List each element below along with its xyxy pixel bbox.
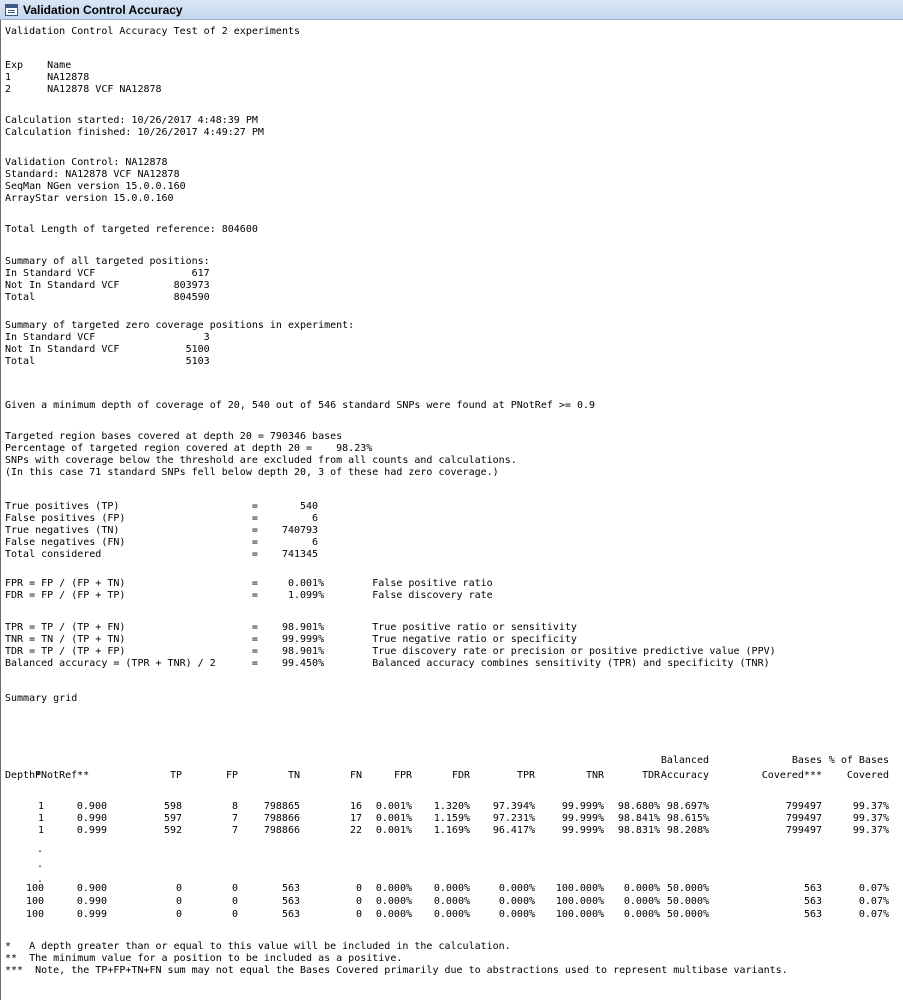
footnote: * A depth greater than or equal to this value will be included in the calculation. <box>5 941 511 952</box>
grid-column-header: Depth* <box>5 770 42 781</box>
count-line: False positives (FP) = 6 <box>5 513 319 524</box>
grid-cell: 1.320% <box>433 801 470 812</box>
grid-cell: 98.680% <box>617 801 660 812</box>
grid-cell: 0.000% <box>375 896 412 907</box>
grid-column-header: Accuracy <box>660 770 709 781</box>
grid-cell: 50.000% <box>666 883 709 894</box>
grid-column-header: TN <box>287 770 300 781</box>
window-titlebar <box>0 0 903 20</box>
rate-line: TPR = TP / (TP + FN) = 98.901% True positive ratio or sensitivity <box>5 622 577 633</box>
rate-line: FDR = FP / (FP + TP) = 1.099% False discovery rate <box>5 590 493 601</box>
summary-all-title: Summary of all targeted positions: <box>5 256 210 267</box>
grid-cell: 100 <box>25 909 44 920</box>
standard: Standard: NA12878 VCF NA12878 <box>5 169 180 180</box>
grid-cell: 22 <box>349 825 362 836</box>
validation-control: Validation Control: NA12878 <box>5 157 168 168</box>
grid-cell: 100.000% <box>555 909 604 920</box>
grid-cell: 50.000% <box>666 896 709 907</box>
grid-cell: 100.000% <box>555 883 604 894</box>
experiment-row: 1 NA12878 <box>5 72 90 83</box>
total-length: Total Length of targeted reference: 804600 <box>5 224 258 235</box>
grid-cell: 798865 <box>263 801 300 812</box>
grid-cell: 799497 <box>785 801 822 812</box>
grid-cell: 98.208% <box>666 825 709 836</box>
rate-line: TNR = TN / (TP + TN) = 99.999% True negative ratio or specificity <box>5 634 577 645</box>
grid-cell: 99.999% <box>561 801 604 812</box>
grid-column-header: FN <box>349 770 362 781</box>
summary-all-row: Not In Standard VCF 803973 <box>5 280 210 291</box>
grid-cell: 563 <box>803 896 822 907</box>
grid-cell: 1.159% <box>433 813 470 824</box>
grid-cell: 0 <box>175 883 182 894</box>
grid-cell: 0.000% <box>498 883 535 894</box>
grid-cell: 0 <box>231 909 238 920</box>
summary-zero-row: Not In Standard VCF 5100 <box>5 344 210 355</box>
count-line: True positives (TP) = 540 <box>5 501 319 512</box>
grid-cell: 100.000% <box>555 896 604 907</box>
grid-cell: 563 <box>803 883 822 894</box>
grid-cell: 17 <box>349 813 362 824</box>
grid-cell: 0.000% <box>375 909 412 920</box>
grid-cell: 563 <box>281 896 300 907</box>
grid-cell: 7 <box>231 813 238 824</box>
summary-all-row: In Standard VCF 617 <box>5 268 210 279</box>
grid-cell: 98.615% <box>666 813 709 824</box>
grid-cell: 99.999% <box>561 813 604 824</box>
rate-line: FPR = FP / (FP + TN) = 0.001% False positive ratio <box>5 578 493 589</box>
grid-cell: 0.000% <box>433 883 470 894</box>
grid-cell: 98.697% <box>666 801 709 812</box>
grid-cell: 0 <box>355 909 362 920</box>
grid-cell: 0.990 <box>76 813 107 824</box>
grid-header-top: % of Bases <box>828 755 889 766</box>
grid-cell: 7 <box>231 825 238 836</box>
grid-cell: 0 <box>231 896 238 907</box>
grid-cell: 0.000% <box>498 896 535 907</box>
coverage-line: Targeted region bases covered at depth 20 = 790346 bases <box>5 431 343 442</box>
grid-cell: 0.001% <box>375 825 412 836</box>
grid-cell: 97.231% <box>492 813 535 824</box>
grid-cell: 1 <box>37 801 44 812</box>
grid-ellipsis-dot: . <box>37 874 44 885</box>
grid-cell: 1.169% <box>433 825 470 836</box>
grid-cell: 1 <box>37 813 44 824</box>
grid-cell: 0.000% <box>623 896 660 907</box>
grid-cell: 563 <box>281 909 300 920</box>
grid-cell: 0.900 <box>76 801 107 812</box>
summary-zero-row: In Standard VCF 3 <box>5 332 210 343</box>
grid-cell: 16 <box>349 801 362 812</box>
grid-cell: 0.001% <box>375 813 412 824</box>
grid-cell: 0.07% <box>858 896 889 907</box>
grid-column-header: FDR <box>451 770 470 781</box>
grid-column-header: Covered <box>846 770 889 781</box>
grid-cell: 0 <box>355 883 362 894</box>
experiment-row: 2 NA12878 VCF NA12878 <box>5 84 162 95</box>
report-text-panel[interactable] <box>0 20 903 1000</box>
grid-cell: 98.841% <box>617 813 660 824</box>
grid-ellipsis-dot: . <box>37 844 44 855</box>
grid-cell: 1 <box>37 825 44 836</box>
grid-header-top: Balanced <box>660 755 709 766</box>
grid-cell: 0.990 <box>76 896 107 907</box>
grid-cell: 563 <box>281 883 300 894</box>
grid-cell: 0.001% <box>375 801 412 812</box>
experiments-header: Exp Name <box>5 60 72 71</box>
grid-cell: 0 <box>175 909 182 920</box>
grid-cell: 563 <box>803 909 822 920</box>
grid-column-header: TDR <box>641 770 660 781</box>
grid-column-header: TP <box>169 770 182 781</box>
rate-line: TDR = TP / (TP + FP) = 98.901% True discovery rate or precision or positive predictive value (PPV) <box>5 646 776 657</box>
grid-cell: 99.999% <box>561 825 604 836</box>
count-line: False negatives (FN) = 6 <box>5 537 319 548</box>
grid-cell: 592 <box>163 825 182 836</box>
grid-column-header: FP <box>225 770 238 781</box>
rate-line: Balanced accuracy = (TPR + TNR) / 2 = 99.450% Balanced accuracy combines sensitivity (TPR) and specificity (TNR) <box>5 658 770 669</box>
grid-cell: 0.000% <box>623 883 660 894</box>
coverage-line: (In this case 71 standard SNPs fell below depth 20, 3 of these had zero coverage.) <box>5 467 499 478</box>
grid-cell: 99.37% <box>852 813 889 824</box>
count-line: True negatives (TN) = 740793 <box>5 525 319 536</box>
window-title: Validation Control Accuracy <box>23 2 183 17</box>
grid-column-header: Covered*** <box>761 770 822 781</box>
grid-cell: 0.07% <box>858 883 889 894</box>
grid-cell: 0.07% <box>858 909 889 920</box>
footnote: ** The minimum value for a position to be included as a positive. <box>5 953 403 964</box>
grid-cell: 0.000% <box>498 909 535 920</box>
window-app-icon <box>5 4 18 16</box>
summary-grid-title: Summary grid <box>5 693 78 704</box>
summary-zero-row: Total 5103 <box>5 356 210 367</box>
grid-cell: 0.999 <box>76 909 107 920</box>
grid-cell: 799497 <box>785 825 822 836</box>
grid-cell: 0 <box>355 896 362 907</box>
grid-cell: 8 <box>231 801 238 812</box>
grid-cell: 96.417% <box>492 825 535 836</box>
grid-cell: 0.000% <box>433 896 470 907</box>
grid-column-header: TPR <box>516 770 535 781</box>
grid-cell: 597 <box>163 813 182 824</box>
summary-zero-title: Summary of targeted zero coverage positions in experiment: <box>5 320 355 331</box>
grid-cell: 798866 <box>263 813 300 824</box>
grid-cell: 799497 <box>785 813 822 824</box>
grid-cell: 98.831% <box>617 825 660 836</box>
count-line: Total considered = 741345 <box>5 549 319 560</box>
given-statement: Given a minimum depth of coverage of 20, 540 out of 546 standard SNPs were found at PNotRef >= 0.9 <box>5 400 596 411</box>
grid-cell: 0 <box>231 883 238 894</box>
grid-column-header: FPR <box>393 770 412 781</box>
coverage-line: Percentage of targeted region covered at depth 20 = 98.23% <box>5 443 373 454</box>
grid-cell: 0.000% <box>375 883 412 894</box>
coverage-line: SNPs with coverage below the threshold are excluded from all counts and calculations. <box>5 455 517 466</box>
grid-cell: 97.394% <box>492 801 535 812</box>
grid-cell: 0.900 <box>76 883 107 894</box>
grid-ellipsis-dot: . <box>37 859 44 870</box>
grid-cell: 100 <box>25 883 44 894</box>
grid-cell: 99.37% <box>852 801 889 812</box>
summary-all-row: Total 804590 <box>5 292 210 303</box>
seqman-version: SeqMan NGen version 15.0.0.160 <box>5 181 186 192</box>
grid-cell: 0.999 <box>76 825 107 836</box>
grid-cell: 598 <box>163 801 182 812</box>
arraystar-version: ArrayStar version 15.0.0.160 <box>5 193 174 204</box>
grid-cell: 50.000% <box>666 909 709 920</box>
calc-finished: Calculation finished: 10/26/2017 4:49:27 PM <box>5 127 264 138</box>
grid-cell: 0.000% <box>623 909 660 920</box>
grid-column-header: PNotRef** <box>35 770 90 781</box>
grid-cell: 798866 <box>263 825 300 836</box>
grid-header-top: Bases <box>791 755 822 766</box>
report-heading: Validation Control Accuracy Test of 2 experiments <box>5 26 301 37</box>
grid-cell: 100 <box>25 896 44 907</box>
grid-cell: 0.000% <box>433 909 470 920</box>
grid-cell: 0 <box>175 896 182 907</box>
calc-started: Calculation started: 10/26/2017 4:48:39 PM <box>5 115 258 126</box>
grid-column-header: TNR <box>585 770 604 781</box>
footnote: *** Note, the TP+FP+TN+FN sum may not equal the Bases Covered primarily due to abstractions used to represent multibase variants. <box>5 965 788 976</box>
grid-cell: 99.37% <box>852 825 889 836</box>
